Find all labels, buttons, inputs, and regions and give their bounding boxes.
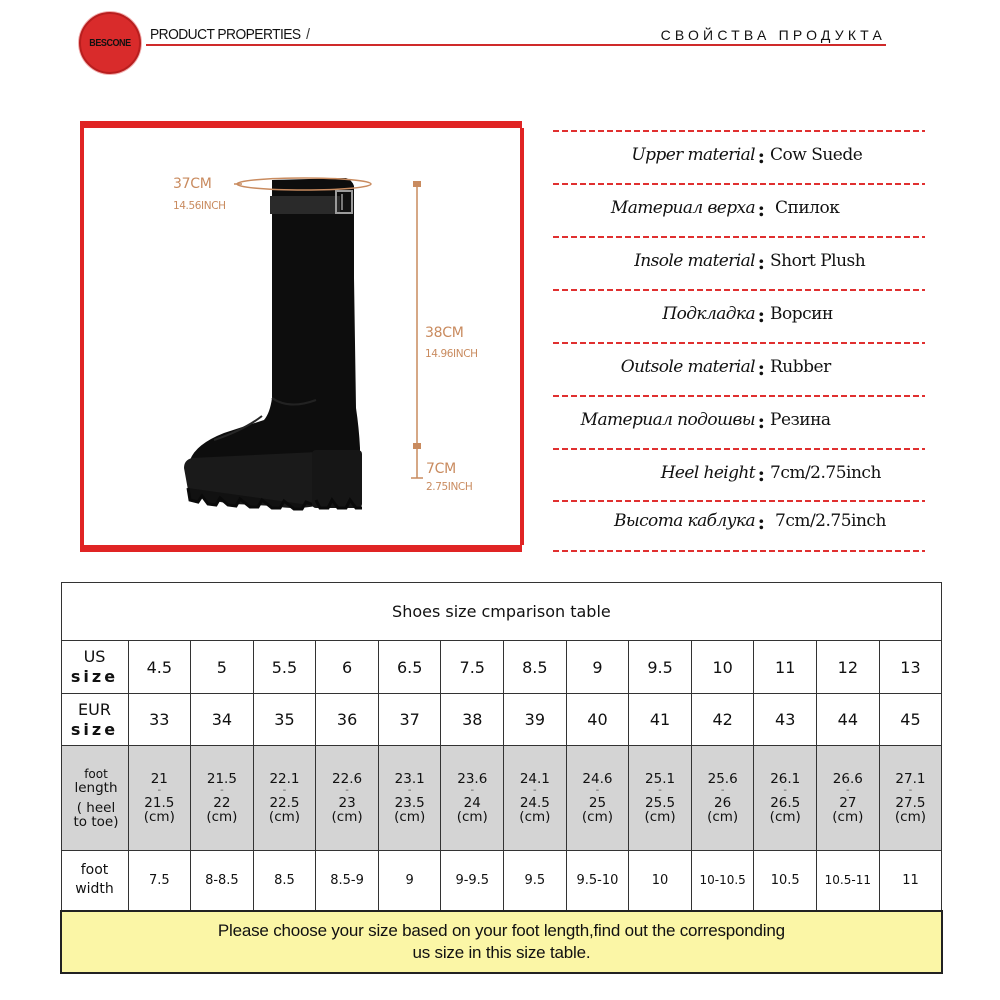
- range-dash: -: [908, 785, 913, 796]
- eur-size-cell: 44: [817, 694, 880, 746]
- length-to: 27.5: [895, 795, 926, 811]
- property-row: [553, 304, 925, 334]
- length-unit: (cm): [707, 809, 739, 825]
- length-from: 22.1: [269, 771, 300, 787]
- property-row: [553, 357, 925, 387]
- foot-length-cell: [566, 746, 629, 851]
- section-title-ru: СВОЙСТВА ПРОДУКТА: [660, 27, 886, 43]
- property-value: Rubber: [770, 357, 831, 377]
- divider: [553, 183, 925, 185]
- property-value: 7cm/2.75inch: [775, 511, 886, 531]
- range-dash: -: [720, 785, 725, 796]
- property-colon: :: [757, 303, 765, 327]
- heel-height-cm: 7CM: [426, 461, 456, 477]
- foot-length-cell: [879, 746, 942, 851]
- photo-frame-top: [80, 121, 522, 128]
- eur-size-cell: 40: [566, 694, 629, 746]
- length-unit: (cm): [268, 809, 301, 825]
- foot-width-cell: 9.5: [504, 851, 567, 911]
- length-unit: (cm): [832, 809, 864, 825]
- foot-width-cell: 10.5: [754, 851, 817, 911]
- row-header-eur: [61, 694, 128, 746]
- foot-width-cell: 11: [879, 851, 942, 911]
- range-dash: -: [595, 785, 600, 796]
- property-value: Ворсин: [770, 304, 833, 324]
- property-row: [553, 463, 925, 493]
- eur-size-cell: 41: [629, 694, 692, 746]
- property-label: Heel height: [660, 463, 755, 483]
- property-label: Подкладка: [662, 304, 755, 324]
- row-header-foot-length: [61, 746, 128, 851]
- divider: [553, 130, 925, 132]
- length-to: 24.5: [519, 795, 550, 811]
- shaft-height-cm: 38CM: [425, 325, 464, 341]
- length-to: 27: [839, 795, 857, 811]
- property-colon: :: [757, 144, 765, 168]
- eur-size-cell: 36: [316, 694, 379, 746]
- foot-width-cell: 8-8.5: [191, 851, 254, 911]
- eur-size-cell: 39: [504, 694, 567, 746]
- property-value: Short Plush: [770, 251, 866, 271]
- length-to: 25.5: [645, 795, 676, 811]
- property-value: Спилок: [775, 198, 840, 218]
- brand-logo: [79, 12, 141, 74]
- size-advice-note: [61, 911, 942, 973]
- length-to: 26.5: [770, 795, 801, 811]
- eur-size-cell: 43: [754, 694, 817, 746]
- range-dash: -: [407, 785, 412, 796]
- foot-width-cell: 7.5: [128, 851, 191, 911]
- table-row-foot-width: [61, 851, 942, 911]
- eur-size-cell: 35: [253, 694, 316, 746]
- length-unit: (cm): [644, 809, 676, 825]
- product-photo: [84, 128, 520, 545]
- property-value: Cow Suede: [770, 145, 863, 165]
- property-label: Высота каблука: [614, 511, 755, 531]
- us-size-cell: 6.5: [378, 641, 441, 694]
- length-from: 24.1: [519, 771, 550, 787]
- divider: [553, 550, 925, 552]
- foot-length-cell: [253, 746, 316, 851]
- property-colon: :: [757, 510, 765, 534]
- foot-length-cell: [191, 746, 254, 851]
- property-colon: :: [757, 356, 765, 380]
- section-title-en-text: PRODUCT PROPERTIES: [150, 26, 301, 43]
- circumference-cm: 37CM: [173, 176, 212, 192]
- eur-size-cell: 38: [441, 694, 504, 746]
- row-header-line: US: [83, 647, 106, 666]
- us-size-cell: 11: [754, 641, 817, 694]
- length-unit: (cm): [331, 809, 363, 825]
- foot-length-cell: [378, 746, 441, 851]
- length-to: 23: [338, 795, 356, 811]
- us-size-cell: 4.5: [128, 641, 191, 694]
- property-value: 7cm/2.75inch: [770, 463, 881, 483]
- divider: [553, 236, 925, 238]
- length-unit: (cm): [894, 809, 927, 825]
- length-unit: (cm): [769, 809, 801, 825]
- us-size-cell: 12: [817, 641, 880, 694]
- eur-size-cell: 45: [879, 694, 942, 746]
- table-row-eur-size: [61, 694, 942, 746]
- us-size-cell: 7.5: [441, 641, 504, 694]
- foot-length-cell: [441, 746, 504, 851]
- length-from: 25.1: [645, 771, 676, 787]
- us-size-cell: 5: [191, 641, 254, 694]
- length-to: 23.5: [394, 795, 425, 811]
- length-to: 22: [213, 795, 231, 811]
- eur-size-cell: 37: [378, 694, 441, 746]
- row-header-line: to toe): [73, 814, 119, 830]
- foot-length-cell: [316, 746, 379, 851]
- row-header-line: size: [70, 667, 119, 686]
- row-header-line: EUR: [78, 699, 111, 719]
- us-size-cell: 6: [316, 641, 379, 694]
- property-value: Резина: [770, 410, 831, 430]
- property-colon: :: [757, 409, 765, 433]
- foot-width-cell: 9.5-10: [566, 851, 629, 911]
- photo-frame-bottom: [80, 545, 522, 552]
- foot-length-cell: [629, 746, 692, 851]
- length-from: 21: [150, 771, 168, 787]
- length-unit: (cm): [206, 809, 238, 825]
- divider: [553, 289, 925, 291]
- table-title: Shoes size cmparison table: [61, 583, 942, 641]
- row-header-line: ( heel: [76, 800, 116, 816]
- divider: [553, 342, 925, 344]
- length-unit: (cm): [394, 809, 426, 825]
- row-header-line: length: [74, 780, 118, 796]
- property-colon: :: [757, 250, 765, 274]
- row-header-foot-width: [61, 851, 128, 911]
- property-label: Outsole material: [620, 357, 755, 377]
- length-to: 25: [588, 795, 607, 811]
- range-dash: -: [220, 785, 224, 796]
- row-header-line: width: [75, 881, 114, 898]
- range-dash: -: [846, 785, 850, 796]
- foot-length-cell: [504, 746, 567, 851]
- foot-width-cell: 10: [629, 851, 692, 911]
- length-to: 21.5: [144, 795, 175, 811]
- length-from: 23.1: [394, 771, 425, 787]
- table-row-us-size: [61, 641, 942, 694]
- length-unit: (cm): [519, 809, 551, 825]
- length-to: 22.5: [269, 795, 300, 811]
- us-size-cell: 13: [879, 641, 942, 694]
- length-from: 21.5: [206, 771, 237, 787]
- length-from: 26.6: [832, 771, 863, 787]
- range-dash: -: [783, 785, 788, 796]
- property-label: Insole material: [634, 251, 755, 271]
- eur-size-cell: 33: [128, 694, 191, 746]
- us-size-cell: 8.5: [504, 641, 567, 694]
- length-from: 24.6: [582, 771, 613, 787]
- divider: [553, 500, 925, 502]
- length-to: 24: [463, 795, 481, 811]
- note-line: Please choose your size based on your foot length,find out the corresponding: [217, 920, 785, 940]
- foot-length-cell: [128, 746, 191, 851]
- range-dash: -: [533, 785, 537, 796]
- range-dash: -: [345, 785, 349, 796]
- length-to: 26: [714, 795, 732, 811]
- row-header-line: foot: [80, 862, 109, 879]
- us-size-cell: 10: [691, 641, 754, 694]
- range-dash: -: [282, 785, 287, 796]
- property-label: Upper material: [631, 145, 755, 165]
- eur-size-cell: 42: [691, 694, 754, 746]
- circumference-inch: 14.56INCH: [173, 200, 226, 212]
- property-label: Материал верха: [610, 198, 755, 218]
- foot-length-cell: [817, 746, 880, 851]
- property-label: Материал подошвы: [580, 410, 755, 430]
- us-size-cell: 9: [566, 641, 629, 694]
- length-unit: (cm): [456, 809, 488, 825]
- table-row-foot-length: [61, 746, 942, 851]
- section-title-en: [150, 26, 309, 43]
- property-row: [553, 198, 925, 228]
- us-size-cell: 9.5: [629, 641, 692, 694]
- header-underline: [146, 44, 886, 46]
- property-row: [553, 410, 925, 440]
- row-header-us: [61, 641, 128, 694]
- brand-logo-text: BESCONE: [89, 37, 131, 49]
- foot-length-cell: [691, 746, 754, 851]
- foot-width-cell: 8.5-9: [316, 851, 379, 911]
- property-row: [553, 511, 925, 541]
- foot-width-cell: 10-10.5: [691, 851, 754, 911]
- shaft-height-inch: 14.96INCH: [425, 348, 478, 360]
- foot-length-cell: [754, 746, 817, 851]
- foot-width-cell: 10.5-11: [817, 851, 880, 911]
- row-header-line: size: [70, 719, 119, 739]
- length-unit: (cm): [581, 809, 613, 825]
- length-from: 25.6: [707, 771, 738, 787]
- length-from: 23.6: [457, 771, 488, 787]
- foot-width-cell: 9-9.5: [441, 851, 504, 911]
- property-colon: :: [757, 462, 765, 486]
- us-size-cell: 5.5: [253, 641, 316, 694]
- title-separator: /: [306, 26, 310, 43]
- divider: [553, 395, 925, 397]
- eur-size-cell: 34: [191, 694, 254, 746]
- length-from: 27.1: [895, 771, 926, 787]
- length-from: 26.1: [770, 771, 801, 787]
- range-dash: -: [157, 785, 162, 796]
- foot-width-cell: 8.5: [253, 851, 316, 911]
- range-dash: -: [658, 785, 662, 796]
- length-from: 22.6: [332, 771, 363, 787]
- row-header-line: foot: [84, 767, 108, 781]
- property-row: [553, 145, 925, 175]
- size-comparison-table: [60, 582, 943, 974]
- heel-height-inch: 2.75INCH: [426, 481, 473, 493]
- photo-frame-right: [520, 128, 524, 545]
- length-unit: (cm): [143, 809, 175, 825]
- divider: [553, 448, 925, 450]
- property-row: [553, 251, 925, 281]
- range-dash: -: [470, 785, 475, 796]
- foot-width-cell: 9: [378, 851, 441, 911]
- note-line: us size in this size table.: [412, 942, 591, 962]
- property-colon: :: [757, 197, 765, 221]
